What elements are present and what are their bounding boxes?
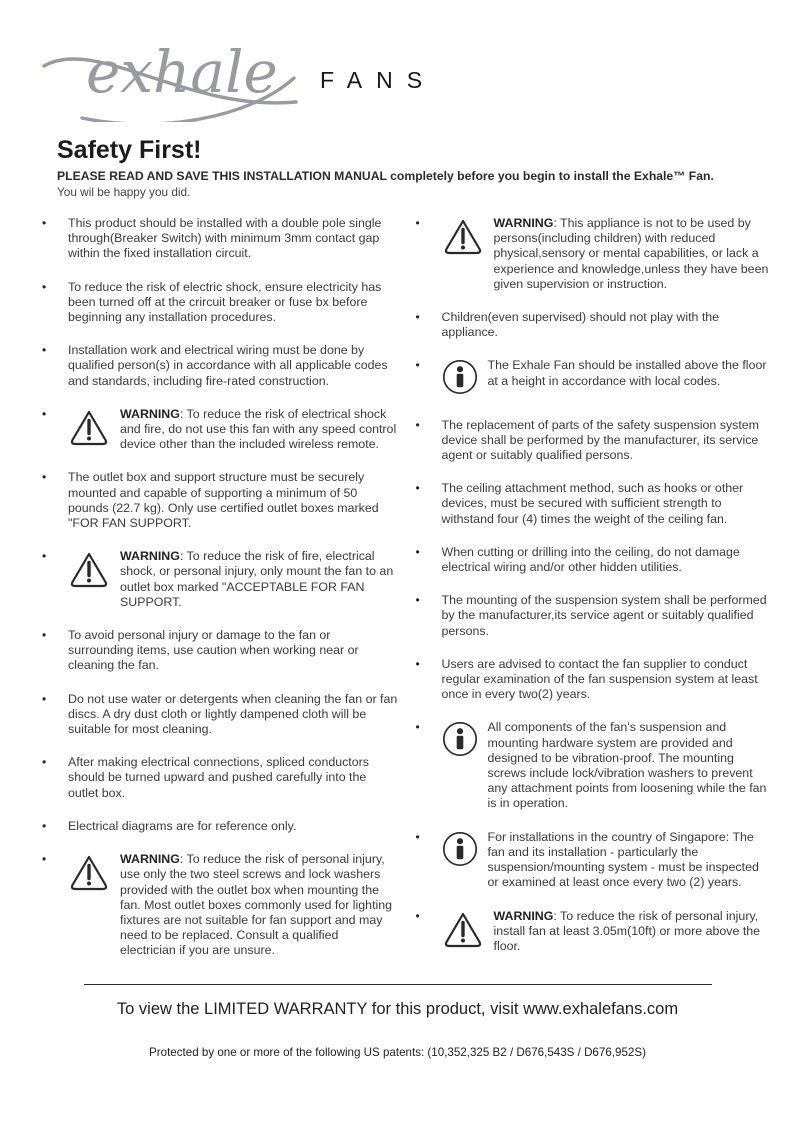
safety-item [42, 343, 398, 389]
safety-item [416, 545, 772, 575]
safety-item [42, 628, 398, 674]
safety-columns [0, 199, 795, 977]
bullet-marker: • [415, 544, 420, 559]
warning-triangle-icon [68, 549, 120, 593]
safety-item [416, 481, 772, 527]
safety-list-left [42, 216, 398, 977]
safety-item-text: WARNING: To reduce the risk of personal injury, use only the two steel screws and lock washers provided with the outlet box when mounting the fan. Most outlet boxes commonly used for lighting fixtures are not suitable for fan support and may need to be replaced. Consult a qualified electrician if you are unsure. [120, 852, 393, 958]
safety-item [416, 358, 772, 399]
bullet-marker: • [42, 549, 47, 564]
safety-item [42, 280, 398, 326]
info-circle-icon [442, 358, 488, 399]
safety-item-text: The ceiling attachment method, such as hooks or other devices, must be secured with sufficient strength to withstand four (4) times the weight of the ceiling fan. [441, 481, 744, 526]
safety-item-text: The replacement of parts of the safety suspension system device shall be performed by the manufacturer, its service agent or suitably qualified persons. [441, 417, 759, 463]
bullet-marker: • [42, 628, 47, 643]
safety-item [42, 755, 398, 801]
warning-label: WARNING [493, 908, 554, 923]
safety-item-text: Do not use water or detergents when cleaning the fan or fan discs. A dry dust cloth or lightly dampened cloth will be suitable for most cleaning. [68, 691, 398, 737]
page-title: Safety First! [57, 136, 202, 164]
logo-script: exhale [86, 38, 278, 106]
safety-item-text: All components of the fan's suspension and mounting hardware system are provided and designed to be vibration-proof. The mounting screws include lock/vibration washers to prevent any attachment points from loosening while the fan is in operation. [487, 720, 767, 811]
bullet-marker: • [415, 481, 420, 496]
bullet-marker: • [415, 656, 420, 671]
warning-triangle-icon [68, 852, 120, 896]
bullet-marker: • [42, 279, 47, 294]
safety-item-text: The Exhale Fan should be installed above the floor at a height in accordance with local codes. [487, 358, 767, 388]
intro-sub: You wil be happy you did. [57, 185, 191, 199]
safety-item-text: To avoid personal injury or damage to the fan or surrounding items, use caution when working near or cleaning the fan. [68, 628, 359, 673]
bullet-marker: • [42, 852, 47, 867]
logo-suffix: FANS [320, 67, 437, 93]
safety-item-text: The mounting of the suspension system shall be performed by the manufacturer,its service agent or suitably qualified persons. [441, 593, 767, 638]
warning-label: WARNING [120, 406, 180, 421]
safety-item-text: Electrical diagrams are for reference only. [68, 818, 297, 833]
safety-item [42, 819, 398, 834]
safety-item-text: Users are advised to contact the fan supplier to conduct regular examination of the fan suspension system at least once in every two(2) years. [441, 656, 758, 702]
bullet-marker: • [42, 343, 47, 358]
safety-item [42, 407, 398, 453]
warranty-line: To view the LIMITED WARRANTY for this product, visit www.exhalefans.com [116, 1000, 679, 1018]
safety-item [42, 216, 398, 262]
safety-item [416, 593, 772, 639]
intro-bold: PLEASE READ AND SAVE THIS INSTALLATION MANUAL completely before you begin to install the Exhale™ Fan. [57, 169, 714, 183]
safety-item [42, 549, 398, 610]
bullet-marker: • [42, 755, 47, 770]
warning-triangle-icon [68, 407, 120, 451]
safety-item [42, 470, 398, 531]
safety-item-text: The outlet box and support structure must be securely mounted and capable of supporting a minimum of 50 pounds (22.7 kg). Only use certified outlet boxes marked "FOR FAN SUPPORT. [68, 470, 379, 531]
bullet-marker: • [42, 691, 47, 706]
safety-item-text: Installation work and electrical wiring must be done by qualified person(s) in accordance with all applicable codes and standards, including fire-rated construction. [68, 343, 388, 388]
safety-item-text: This product should be installed with a double pole single through(Breaker Switch) with minimum 3mm contact gap within the fixed installation circuit. [68, 216, 382, 261]
bullet-marker: • [415, 908, 420, 923]
safety-item [416, 418, 772, 464]
bullet-marker: • [415, 216, 420, 230]
safety-item [416, 310, 772, 340]
divider-line [84, 984, 712, 985]
bullet-marker: • [42, 818, 47, 833]
bullet-marker: • [42, 216, 47, 230]
warning-label: WARNING [120, 852, 180, 867]
bullet-marker: • [415, 358, 420, 373]
safety-item-text: For installations in the country of Singapore: The fan and its installation - particularly the suspension/mounting system - must be inspected or examined at least once every two (2) years. [487, 829, 759, 890]
bullet-marker: • [415, 829, 420, 844]
warning-triangle-icon [442, 909, 494, 953]
bullet-marker: • [42, 406, 47, 421]
warning-triangle-icon [442, 216, 494, 260]
safety-item-text: WARNING: To reduce the risk of electrical shock and fire, do not use this fan with any speed control device other than the included wireless remote. [120, 406, 397, 452]
safety-item [42, 852, 398, 958]
logo [0, 0, 795, 122]
warning-label: WARNING [493, 216, 554, 230]
safety-item [416, 657, 772, 703]
safety-item-text: After making electrical connections, spliced conductors should be turned upward and pushed carefully into the outlet box. [68, 755, 369, 800]
safety-item [42, 692, 398, 738]
safety-item [416, 909, 772, 955]
safety-item-text: When cutting or drilling into the ceiling, do not damage electrical wiring and/or other hidden utilities. [441, 544, 740, 575]
bullet-marker: • [415, 417, 420, 432]
info-circle-icon [442, 830, 488, 871]
safety-item [416, 830, 772, 891]
footer [0, 984, 795, 1059]
safety-item [416, 216, 772, 292]
bullet-marker: • [415, 720, 420, 735]
safety-item-text: WARNING: To reduce the risk of fire, electrical shock, or personal injury, only mount the fan to an outlet box marked "ACCEPTABLE FOR FAN SUPPORT. [120, 549, 394, 609]
info-circle-icon [442, 720, 488, 761]
safety-item [416, 720, 772, 811]
patents-line: Protected by one or more of the following US patents: (10,352,325 B2 / D676,543S / D676,952S) [149, 1046, 646, 1059]
safety-item-text: WARNING: This appliance is not to be used by persons(including children) with reduced physical,sensory or mental capabilities, or lack a experience and knowledge,unless they have been given supervision or instruction. [493, 216, 769, 291]
bullet-marker: • [42, 470, 47, 485]
safety-item-text: Children(even supervised) should not play with the appliance. [441, 310, 720, 340]
exhale-logo-icon [38, 26, 316, 122]
bullet-marker: • [415, 310, 420, 325]
safety-list-right [416, 216, 772, 977]
safety-item-text: To reduce the risk of electric shock, ensure electricity has been turned off at the crircuit breaker or fuse bx before beginning any installation procedures. [68, 279, 382, 325]
warning-label: WARNING [120, 549, 180, 564]
safety-item-text: WARNING: To reduce the risk of personal injury, install fan at least 3.05m(10ft) or more above the floor. [493, 908, 761, 953]
bullet-marker: • [415, 593, 420, 608]
